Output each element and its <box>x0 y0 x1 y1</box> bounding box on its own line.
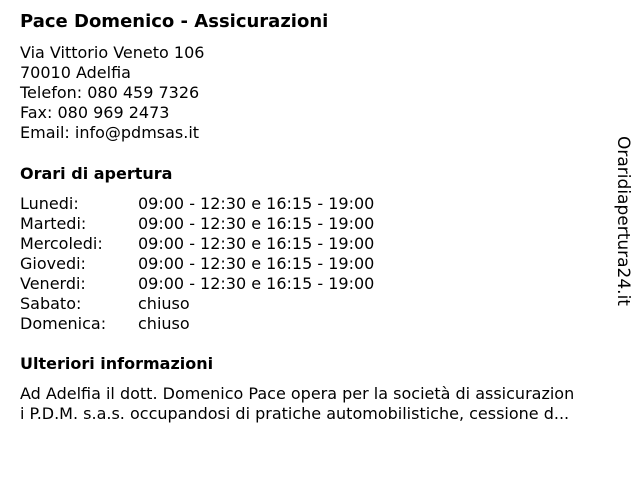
more-info-heading: Ulteriori informazioni <box>20 354 214 373</box>
opening-hours-heading: Orari di apertura <box>20 164 173 183</box>
hours-time-value: chiuso <box>138 314 190 333</box>
hours-time-value: chiuso <box>138 294 190 313</box>
business-title: Pace Domenico - Assicurazioni <box>20 11 329 32</box>
address-city: 70010 Adelfia <box>20 63 131 82</box>
hours-day-label: Giovedi: <box>20 254 86 273</box>
more-info-line: Ad Adelfia il dott. Domenico Pace opera per la società di assicurazion <box>20 384 575 403</box>
hours-day-label: Martedi: <box>20 214 87 233</box>
contact-block <box>20 43 204 143</box>
hours-time-value: 09:00 - 12:30 e 16:15 - 19:00 <box>138 214 375 233</box>
phone-number: Telefon: 080 459 7326 <box>20 83 200 102</box>
hours-day-label: Lunedi: <box>20 194 79 213</box>
more-info-line: i P.D.M. s.a.s. occupandosi di pratiche automobilistiche, cessione d... <box>20 404 570 423</box>
address-street: Via Vittorio Veneto 106 <box>20 43 205 62</box>
hours-time-value: 09:00 - 12:30 e 16:15 - 19:00 <box>138 254 375 273</box>
hours-day-label: Venerdi: <box>20 274 86 293</box>
email-address: Email: info@pdmsas.it <box>20 123 200 142</box>
site-watermark: Oraridiapertura24.it <box>613 136 633 306</box>
hours-time-value: 09:00 - 12:30 e 16:15 - 19:00 <box>138 234 375 253</box>
hours-day-label: Mercoledi: <box>20 234 103 253</box>
more-info-text <box>20 384 620 424</box>
fax-number: Fax: 080 969 2473 <box>20 103 170 122</box>
hours-day-label: Sabato: <box>20 294 82 313</box>
hours-time-value: 09:00 - 12:30 e 16:15 - 19:00 <box>138 274 375 293</box>
hours-day-label: Domenica: <box>20 314 107 333</box>
hours-time-value: 09:00 - 12:30 e 16:15 - 19:00 <box>138 194 375 213</box>
